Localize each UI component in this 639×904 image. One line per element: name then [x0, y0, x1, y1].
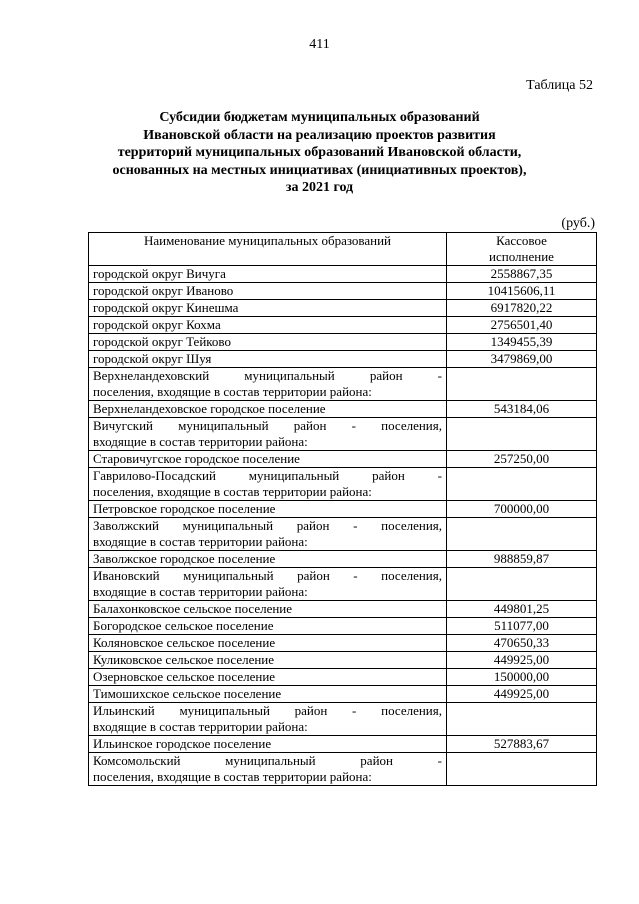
municipality-name: городской округ Тейково — [89, 334, 447, 351]
district-heading-line: Ивановский муниципальный район - поселения, — [93, 568, 442, 583]
title-line: за 2021 год — [285, 180, 354, 195]
header-name: Наименование муниципальных образований — [89, 233, 447, 266]
municipality-name: городской округ Иваново — [89, 283, 447, 300]
municipality-name: Тимошихское сельское поселение — [89, 686, 447, 703]
municipality-name: Старовичугское городское поселение — [89, 451, 447, 468]
table-row — [89, 501, 597, 518]
municipality-name: Озерновское сельское поселение — [89, 669, 447, 686]
cash-execution-value: 511077,00 — [447, 618, 597, 635]
district-heading-line: Ильинский муниципальный район - поселения, — [93, 703, 442, 718]
district-heading — [89, 753, 447, 786]
municipality-name: городской округ Вичуга — [89, 266, 447, 283]
district-heading — [89, 518, 447, 551]
empty-value-cell — [447, 468, 597, 501]
title-line: основанных на местных инициативах (инициативных проектов), — [112, 162, 527, 178]
document-title — [0, 109, 639, 197]
district-heading-line: поселения, входящие в состав территории района: — [93, 769, 372, 784]
district-heading-line: Заволжский муниципальный район - поселения, — [93, 518, 442, 533]
municipality-name: Верхнеландеховское городское поселение — [89, 401, 447, 418]
district-heading-line: поселения, входящие в состав территории района: — [93, 384, 372, 399]
municipality-name: Куликовское сельское поселение — [89, 652, 447, 669]
table-row — [89, 451, 597, 468]
title-line: Субсидии бюджетам муниципальных образований — [159, 110, 480, 125]
table-row — [89, 686, 597, 703]
section-row — [89, 518, 597, 551]
cash-execution-value: 449925,00 — [447, 652, 597, 669]
table-row — [89, 601, 597, 618]
district-heading-line: Вичугский муниципальный район - поселения, — [93, 418, 442, 433]
section-row — [89, 703, 597, 736]
cash-execution-value: 1349455,39 — [447, 334, 597, 351]
table-row — [89, 669, 597, 686]
municipality-name: городской округ Кохма — [89, 317, 447, 334]
district-heading — [89, 418, 447, 451]
empty-value-cell — [447, 368, 597, 401]
table-row — [89, 300, 597, 317]
empty-value-cell — [447, 703, 597, 736]
table-row — [89, 618, 597, 635]
header-value-line: исполнение — [489, 249, 554, 264]
table-row — [89, 551, 597, 568]
table-label: Таблица 52 — [526, 78, 593, 93]
empty-value-cell — [447, 418, 597, 451]
cash-execution-value: 449925,00 — [447, 686, 597, 703]
table-row — [89, 283, 597, 300]
section-row — [89, 753, 597, 786]
cash-execution-value: 2756501,40 — [447, 317, 597, 334]
district-heading-line: входящие в состав территории района: — [93, 534, 308, 549]
empty-value-cell — [447, 518, 597, 551]
title-line: территорий муниципальных образований Ивановской области, — [117, 145, 522, 160]
district-heading-line: Верхнеландеховский муниципальный район - — [93, 368, 442, 383]
header-value — [447, 233, 597, 266]
municipality-name: Петровское городское поселение — [89, 501, 447, 518]
page-number: 411 — [309, 37, 330, 52]
section-row — [89, 368, 597, 401]
table-row — [89, 652, 597, 669]
cash-execution-value: 543184,06 — [447, 401, 597, 418]
municipality-name: Ильинское городское поселение — [89, 736, 447, 753]
municipality-name: городской округ Кинешма — [89, 300, 447, 317]
table-row — [89, 351, 597, 368]
cash-execution-value: 2558867,35 — [447, 266, 597, 283]
district-heading — [89, 468, 447, 501]
section-row — [89, 468, 597, 501]
district-heading-line: поселения, входящие в состав территории района: — [93, 484, 372, 499]
municipality-name: городской округ Шуя — [89, 351, 447, 368]
cash-execution-value: 527883,67 — [447, 736, 597, 753]
district-heading-line: входящие в состав территории района: — [93, 434, 308, 449]
table-row — [89, 401, 597, 418]
cash-execution-value: 10415606,11 — [447, 283, 597, 300]
cash-execution-value: 988859,87 — [447, 551, 597, 568]
title-line: Ивановской области на реализацию проектов развития — [143, 127, 496, 143]
cash-execution-value: 257250,00 — [447, 451, 597, 468]
district-heading-line: входящие в состав территории района: — [93, 584, 308, 599]
cash-execution-value: 700000,00 — [447, 501, 597, 518]
empty-value-cell — [447, 568, 597, 601]
table-row — [89, 635, 597, 652]
district-heading — [89, 568, 447, 601]
district-heading-line: Гаврилово-Посадский муниципальный район - — [93, 468, 442, 483]
cash-execution-value: 6917820,22 — [447, 300, 597, 317]
cash-execution-value: 449801,25 — [447, 601, 597, 618]
district-heading-line: входящие в состав территории района: — [93, 719, 308, 734]
table-row — [89, 334, 597, 351]
table-row — [89, 266, 597, 283]
table-header-row — [89, 233, 597, 266]
municipality-name: Богородское сельское поселение — [89, 618, 447, 635]
cash-execution-value: 3479869,00 — [447, 351, 597, 368]
section-row — [89, 418, 597, 451]
cash-execution-value: 150000,00 — [447, 669, 597, 686]
empty-value-cell — [447, 753, 597, 786]
subsidies-table — [88, 232, 597, 786]
municipality-name: Коляновское сельское поселение — [89, 635, 447, 652]
district-heading — [89, 368, 447, 401]
table-body — [89, 266, 597, 786]
municipality-name: Заволжское городское поселение — [89, 551, 447, 568]
header-value-line: Кассовое — [496, 233, 547, 248]
cash-execution-value: 470650,33 — [447, 635, 597, 652]
district-heading — [89, 703, 447, 736]
section-row — [89, 568, 597, 601]
district-heading-line: Комсомольский муниципальный район - — [93, 753, 442, 768]
municipality-name: Балахонковское сельское поселение — [89, 601, 447, 618]
table-row — [89, 736, 597, 753]
table-row — [89, 317, 597, 334]
unit-label: (руб.) — [561, 216, 595, 231]
